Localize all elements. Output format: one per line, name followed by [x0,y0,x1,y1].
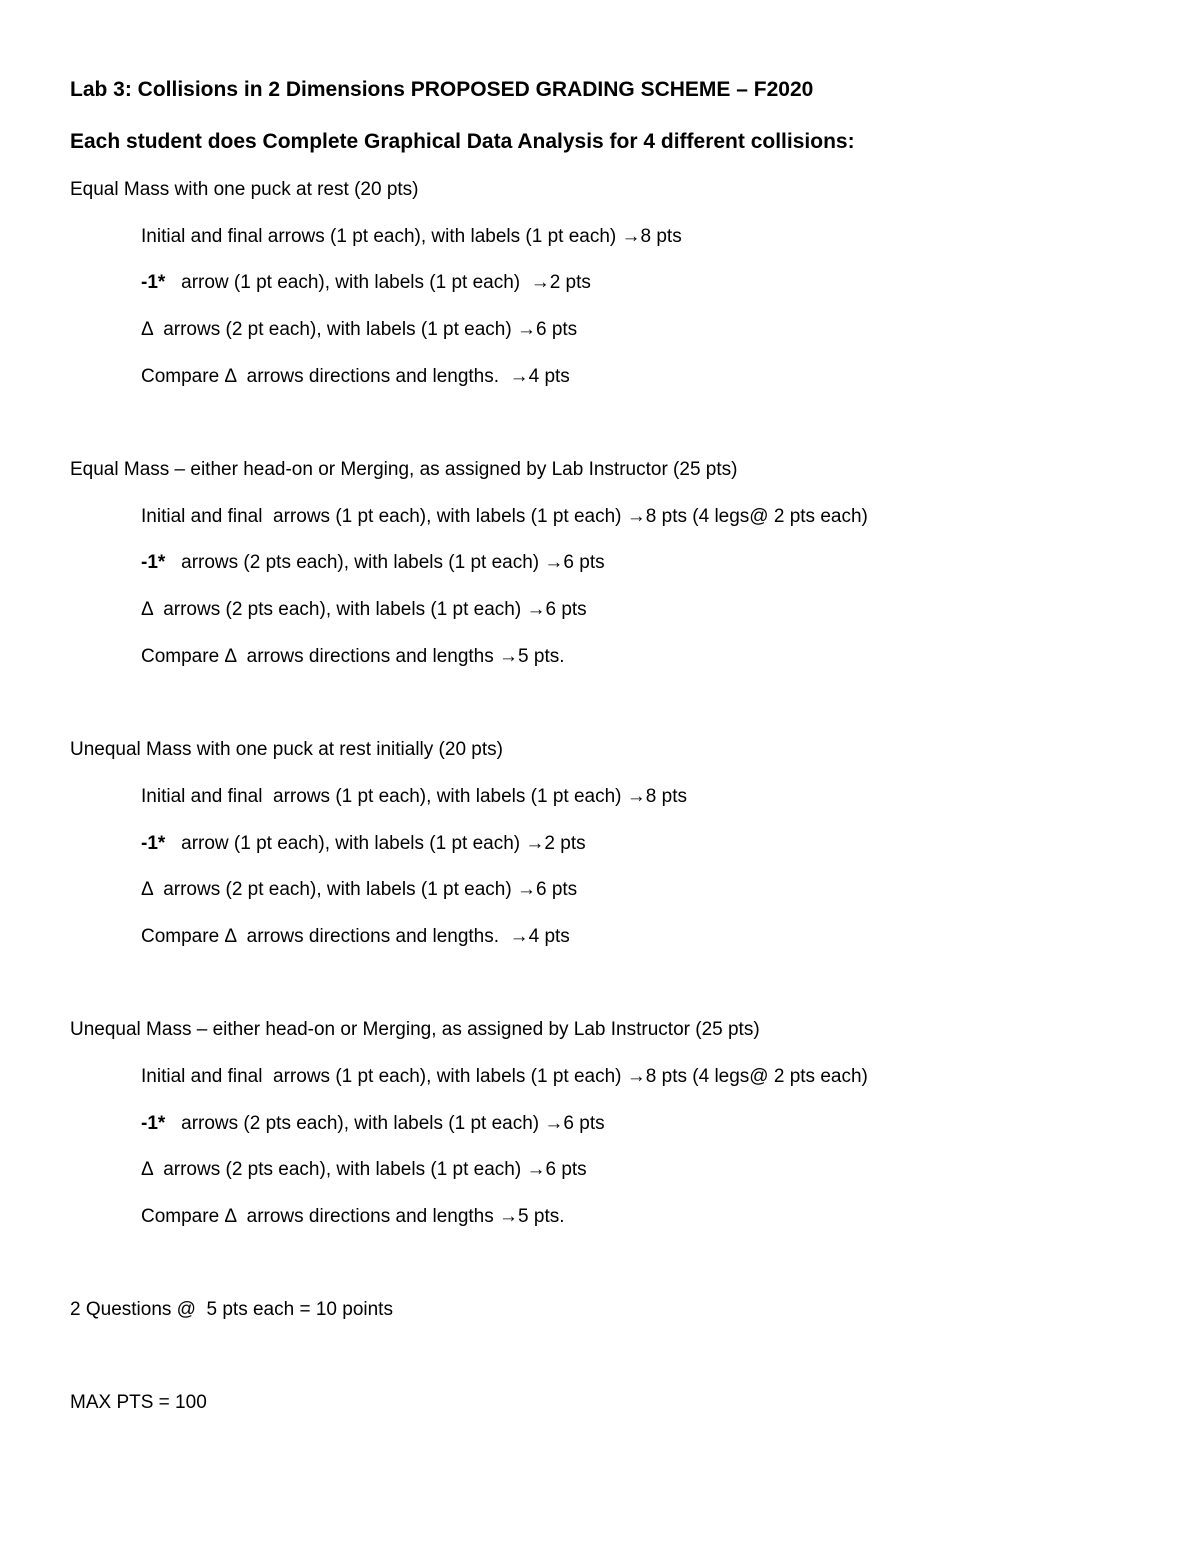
item-text: Compare Δ arrows directions and lengths. [141,926,510,947]
grading-item [141,1065,868,1089]
grading-item [141,365,570,389]
right-arrow-icon: → [525,833,545,854]
right-arrow-icon: → [509,926,529,947]
section-heading: Equal Mass with one puck at rest (20 pts) [70,179,419,200]
section-heading: Equal Mass – either head-on or Merging, as assigned by Lab Instructor (25 pts) [70,459,738,480]
max-points-line: MAX PTS = 100 [70,1392,207,1413]
item-text: arrow (1 pt each), with labels (1 pt each) [165,833,526,854]
item-text: Initial and final arrows (1 pt each), with labels (1 pt each) [141,786,627,807]
item-result: 2 pts [544,833,586,854]
item-result: 6 pts [535,879,578,900]
grading-item [141,318,577,342]
item-result: 4 pts [528,926,570,947]
item-text: Compare Δ arrows directions and lengths [141,646,500,667]
item-result: 8 pts (4 legs@ 2 pts each) [645,1066,868,1087]
item-text: Compare Δ arrows directions and lengths [141,1206,500,1227]
right-arrow-icon: → [499,646,519,667]
document-subtitle: Each student does Complete Graphical Data Analysis for 4 different collisions: [70,130,855,153]
section-heading: Unequal Mass with one puck at rest initially (20 pts) [70,739,503,760]
item-prefix: -1* [141,833,166,854]
item-prefix: -1* [141,552,166,573]
item-text: arrows (2 pts each), with labels (1 pt each) [165,552,545,573]
item-text: Initial and final arrows (1 pt each), with labels (1 pt each) [141,1066,627,1087]
grading-item [141,1205,565,1229]
right-arrow-icon: → [626,786,646,807]
item-text: Compare Δ arrows directions and lengths. [141,366,510,387]
item-text: Δ arrows (2 pt each), with labels (1 pt each) [141,319,517,340]
grading-item [141,271,591,295]
item-result: 8 pts [645,786,687,807]
item-text: Δ arrows (2 pts each), with labels (1 pt each) [141,599,527,620]
item-text: Initial and final arrows (1 pt each), with labels (1 pt each) [141,506,627,527]
grading-item [141,598,587,622]
item-result: 6 pts [563,1113,605,1134]
right-arrow-icon: → [544,1113,564,1134]
right-arrow-icon: → [509,366,529,387]
right-arrow-icon: → [626,1066,646,1087]
item-text: Initial and final arrows (1 pt each), with labels (1 pt each) [141,226,622,247]
item-result: 8 pts [640,226,682,247]
right-arrow-icon: → [516,879,536,900]
item-text: Δ arrows (2 pt each), with labels (1 pt each) [141,879,517,900]
item-prefix: -1* [141,1113,166,1134]
item-prefix: -1* [141,272,166,293]
right-arrow-icon: → [526,1159,546,1180]
right-arrow-icon: → [526,599,546,620]
item-result: 6 pts [563,552,605,573]
right-arrow-icon: → [626,506,646,527]
grading-item [141,645,565,669]
document-title: Lab 3: Collisions in 2 Dimensions PROPOSED GRADING SCHEME – F2020 [70,78,814,101]
section-heading: Unequal Mass – either head-on or Merging, as assigned by Lab Instructor (25 pts) [70,1019,760,1040]
right-arrow-icon: → [516,319,536,340]
questions-line: 2 Questions @ 5 pts each = 10 points [70,1299,393,1320]
right-arrow-icon: → [621,226,641,247]
item-text: Δ arrows (2 pts each), with labels (1 pt each) [141,1159,527,1180]
grading-item [141,505,868,529]
item-text: arrows (2 pts each), with labels (1 pt each) [165,1113,545,1134]
item-result: 6 pts [535,319,578,340]
item-result: 6 pts [545,599,587,620]
item-result: 2 pts [549,272,591,293]
item-result: 5 pts. [518,1206,565,1227]
grading-item [141,551,605,575]
grading-item [141,1112,605,1136]
grading-item [141,832,586,856]
grading-item [141,1158,587,1182]
grading-item [141,878,577,902]
right-arrow-icon: → [544,552,564,573]
item-result: 5 pts. [518,646,565,667]
item-text: arrow (1 pt each), with labels (1 pt each) [165,272,531,293]
grading-item [141,785,687,809]
grading-item [141,225,682,249]
item-result: 6 pts [545,1159,587,1180]
right-arrow-icon: → [499,1206,519,1227]
item-result: 8 pts (4 legs@ 2 pts each) [645,506,868,527]
item-result: 4 pts [528,366,570,387]
right-arrow-icon: → [530,272,550,293]
grading-item [141,925,570,949]
